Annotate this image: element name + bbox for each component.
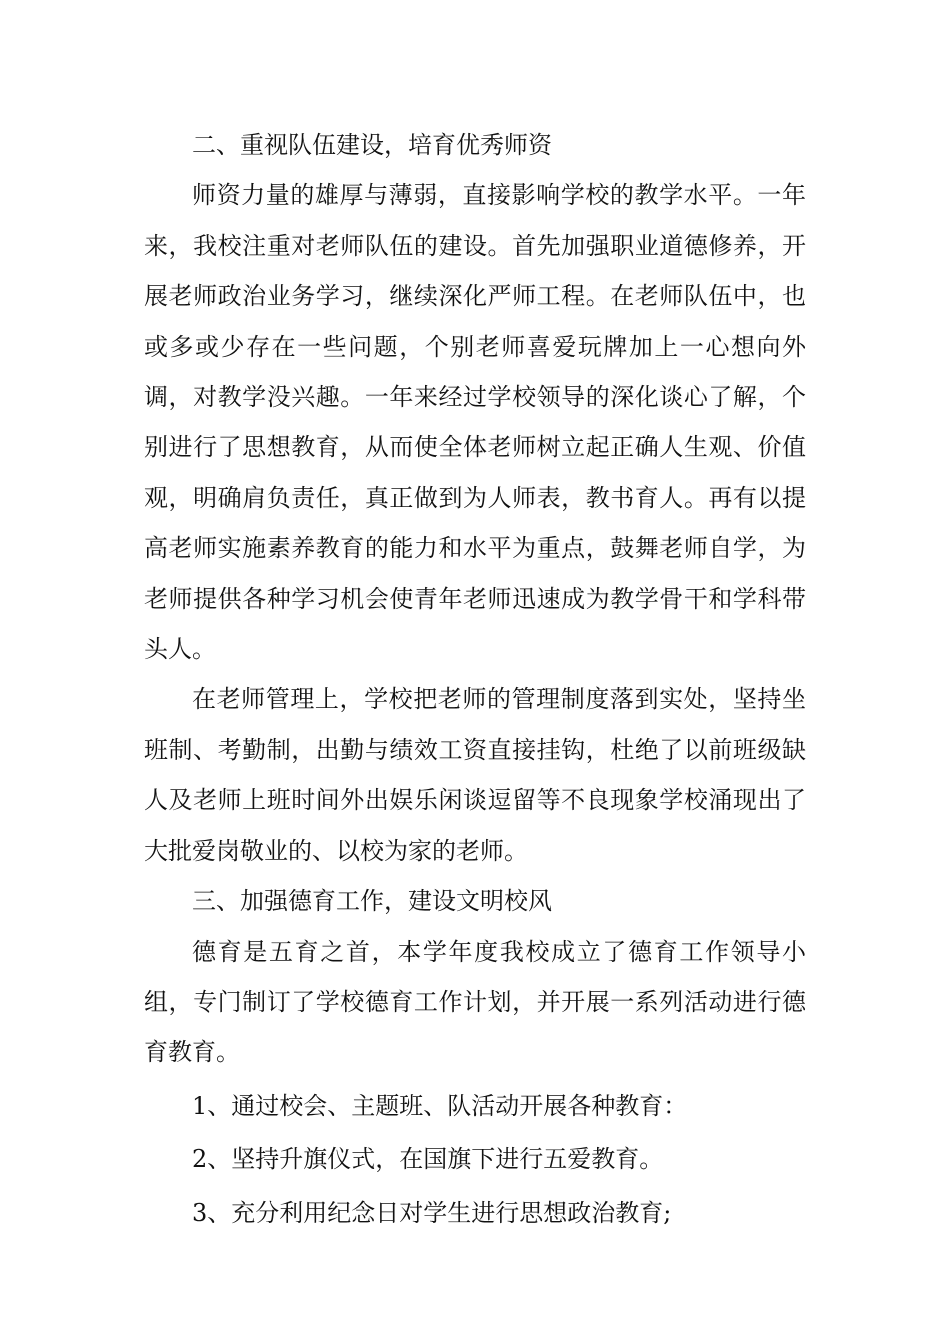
paragraph-moral-education: 德育是五育之首，本学年度我校成立了德育工作领导小组，专门制订了学校德育工作计划，并开展一系列活动进行德育教育。 [144, 937, 806, 1067]
list-item: 2、坚持升旗仪式，在国旗下进行五爱教育。 [192, 1145, 664, 1174]
paragraph-teacher-strength: 师资力量的雄厚与薄弱，直接影响学校的教学水平。一年来，我校注重对老师队伍的建设。首先加强职业道德修养，开展老师政治业务学习，继续深化严师工程。在老师队伍中，也或多或少存在一些问题，个别老师喜爱玩牌加上一心想向外调，对教学没兴趣。一年来经过学校领导的深化谈心了解，个别进行了思想教育，从而使全体老师树立起正确人生观、价值观，明确肩负责任，真正做到为人师表，教书育人。再有以提高老师实施素养教育的能力和水平为重点，鼓舞老师自学，为老师提供各种学习机会使青年老师迅速成为教学骨干和学科带头人。 [144, 181, 806, 664]
list-item: 1、通过校会、主题班、队活动开展各种教育： [192, 1091, 688, 1120]
list-item: 3、充分利用纪念日对学生进行思想政治教育; [192, 1198, 672, 1227]
section-heading-2: 二、重视队伍建设，培育优秀师资 [192, 131, 552, 159]
section-heading-3: 三、加强德育工作，建设文明校风 [192, 887, 552, 916]
document-body [144, 120, 806, 1238]
paragraph-teacher-management: 在老师管理上，学校把老师的管理制度落到实处，坚持坐班制、考勤制，出勤与绩效工资直接挂钩，杜绝了以前班级缺人及老师上班时间外出娱乐闲谈逗留等不良现象学校涌现出了大批爱岗敬业的、以校为家的老师。 [144, 685, 806, 865]
